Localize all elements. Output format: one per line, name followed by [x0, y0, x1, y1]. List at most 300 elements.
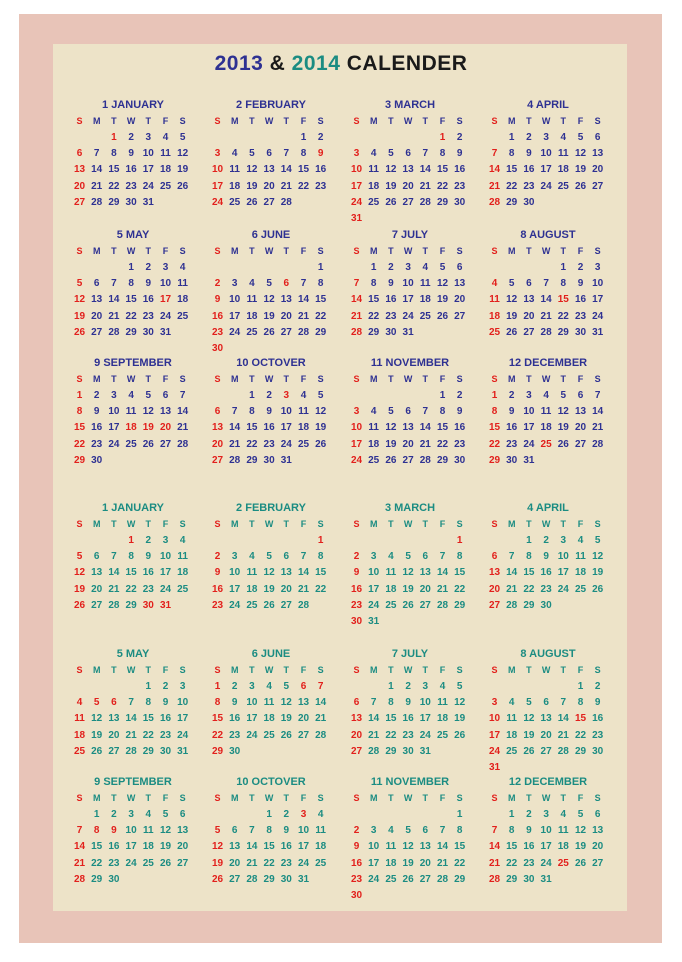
- day-cell: 31: [297, 873, 310, 885]
- day-cell: 3: [543, 132, 549, 143]
- weekday-header: T: [111, 793, 117, 803]
- day-cell: 2: [162, 681, 169, 692]
- day-cell: 23: [385, 310, 397, 322]
- day-cell: 19: [73, 310, 86, 322]
- day-cell: 28: [297, 326, 310, 338]
- day-cell: 15: [125, 294, 137, 306]
- day-cell: 23: [523, 857, 535, 869]
- day-cell: 27: [402, 196, 414, 208]
- day-cell: 16: [523, 841, 535, 853]
- day-cell: 12: [142, 406, 154, 418]
- day-cell: 10: [108, 406, 120, 418]
- weekday-header: F: [162, 374, 169, 384]
- day-cell: 28: [592, 438, 604, 450]
- day-cell: 3: [179, 681, 186, 692]
- day-cell: 4: [179, 535, 186, 546]
- day-cell: 19: [402, 857, 414, 869]
- day-cell: 10: [177, 697, 189, 709]
- day-cell: 2: [577, 262, 584, 273]
- weekday-header: F: [577, 246, 584, 256]
- day-cell: 30: [263, 454, 275, 466]
- day-cell: 9: [283, 825, 290, 837]
- day-cell: 7: [491, 148, 498, 160]
- day-cell: 25: [419, 310, 431, 322]
- day-cell: 10: [125, 825, 137, 837]
- day-cell: 7: [543, 278, 549, 290]
- day-cell: 14: [592, 406, 604, 418]
- day-cell: 4: [543, 390, 549, 401]
- day-cell: 27: [159, 438, 172, 450]
- day-cell: 26: [73, 326, 86, 338]
- weekday-header: T: [145, 793, 152, 803]
- day-cell: 4: [128, 390, 134, 401]
- weekday-header: M: [507, 793, 516, 803]
- day-cell: 29: [436, 454, 449, 466]
- day-cell: 16: [229, 713, 241, 725]
- day-cell: 18: [385, 583, 397, 595]
- day-cell: 26: [574, 857, 587, 869]
- day-cell: 13: [488, 567, 501, 579]
- day-cell: 31: [592, 326, 604, 338]
- day-cell: 31: [159, 599, 172, 611]
- weekday-header: W: [264, 374, 274, 384]
- day-cell: 1: [128, 262, 134, 273]
- day-cell: 12: [263, 567, 275, 579]
- day-cell: 28: [540, 326, 552, 338]
- day-cell: 23: [91, 438, 103, 450]
- day-cell: 1: [317, 262, 324, 273]
- day-cell: 19: [91, 729, 103, 741]
- day-cell: 1: [439, 132, 446, 143]
- day-cell: 27: [211, 454, 224, 466]
- day-cell: 17: [159, 294, 172, 306]
- weekday-header: S: [491, 793, 498, 803]
- weekday-header: M: [369, 246, 378, 256]
- day-cell: 12: [91, 713, 103, 725]
- day-cell: 21: [91, 180, 103, 192]
- day-cell: 31: [350, 213, 363, 224]
- day-cell: 2: [214, 551, 221, 563]
- day-cell: 12: [574, 148, 587, 160]
- month-name: 1 JANUARY: [102, 99, 164, 111]
- day-cell: 17: [229, 310, 241, 322]
- day-cell: 21: [592, 422, 604, 434]
- day-cell: 29: [488, 454, 501, 466]
- day-cell: 31: [419, 745, 431, 757]
- day-cell: 6: [422, 825, 429, 837]
- day-cell: 23: [315, 180, 327, 192]
- day-cell: 13: [91, 567, 103, 579]
- weekday-header: T: [526, 374, 532, 384]
- day-cell: 30: [108, 873, 120, 885]
- day-cell: 24: [368, 599, 380, 611]
- weekday-header: S: [76, 246, 83, 256]
- weekday-header: T: [388, 793, 394, 803]
- day-cell: 26: [211, 873, 224, 885]
- day-cell: 16: [574, 294, 587, 306]
- day-cell: 8: [214, 697, 221, 709]
- day-cell: 23: [574, 310, 587, 322]
- day-cell: 10: [229, 294, 241, 306]
- weekday-header: M: [507, 374, 516, 384]
- month-name: 12 DECEMBER: [508, 776, 588, 788]
- day-cell: 12: [454, 697, 466, 709]
- day-cell: 25: [125, 438, 137, 450]
- weekday-header: F: [300, 665, 307, 675]
- day-cell: 3: [249, 681, 255, 692]
- weekday-header: T: [249, 246, 255, 256]
- day-cell: 3: [162, 535, 169, 546]
- day-cell: 26: [177, 180, 189, 192]
- day-cell: 12: [506, 294, 518, 306]
- day-cell: 15: [436, 422, 449, 434]
- day-cell: 9: [508, 406, 515, 418]
- day-cell: 11: [315, 825, 326, 837]
- day-cell: 16: [142, 567, 154, 579]
- day-cell: 9: [353, 841, 360, 853]
- month-name: 10 OCTOVER: [236, 776, 306, 788]
- day-cell: 11: [143, 825, 154, 837]
- day-cell: 26: [315, 438, 327, 450]
- day-cell: 5: [93, 697, 100, 709]
- day-cell: 3: [111, 390, 117, 401]
- day-cell: 16: [540, 567, 552, 579]
- weekday-header: T: [560, 793, 567, 803]
- day-cell: 6: [111, 697, 117, 709]
- day-cell: 22: [142, 729, 154, 741]
- day-cell: 12: [436, 278, 449, 290]
- day-cell: 20: [419, 583, 431, 595]
- day-cell: 31: [280, 454, 292, 466]
- day-cell: 5: [162, 809, 169, 820]
- day-cell: 22: [315, 583, 327, 595]
- weekday-header: S: [214, 519, 221, 529]
- day-cell: 11: [558, 148, 569, 160]
- day-cell: 13: [263, 164, 275, 176]
- day-cell: 26: [73, 599, 86, 611]
- day-cell: 3: [231, 551, 238, 563]
- day-cell: 15: [557, 294, 569, 306]
- day-cell: 25: [488, 326, 501, 338]
- day-cell: 29: [315, 326, 327, 338]
- day-cell: 14: [350, 294, 363, 306]
- day-cell: 27: [419, 873, 431, 885]
- day-cell: 13: [540, 713, 552, 725]
- month-name: 5 MAY: [116, 648, 150, 660]
- day-cell: 19: [142, 422, 154, 434]
- weekday-header: M: [230, 793, 239, 803]
- day-cell: 24: [297, 857, 310, 869]
- day-cell: 23: [263, 438, 275, 450]
- day-cell: 13: [402, 422, 414, 434]
- day-cell: 21: [557, 729, 569, 741]
- day-cell: 7: [300, 278, 307, 290]
- day-cell: 27: [402, 454, 414, 466]
- day-cell: 9: [266, 406, 272, 418]
- weekday-header: F: [577, 116, 584, 126]
- weekday-header: S: [491, 519, 498, 529]
- day-cell: 3: [526, 390, 532, 401]
- weekday-header: W: [403, 116, 413, 126]
- day-cell: 9: [577, 278, 584, 290]
- weekday-header: F: [439, 519, 446, 529]
- day-cell: 22: [297, 180, 310, 192]
- day-cell: 2: [214, 278, 221, 290]
- day-cell: 6: [456, 262, 463, 273]
- day-cell: 13: [91, 294, 103, 306]
- day-cell: 14: [229, 422, 241, 434]
- day-cell: 24: [540, 857, 552, 869]
- month-name: 10 OCTOVER: [236, 357, 306, 369]
- day-cell: 24: [368, 873, 380, 885]
- day-cell: 10: [540, 148, 552, 160]
- day-cell: 28: [350, 326, 363, 338]
- day-cell: 7: [300, 551, 307, 563]
- day-cell: 6: [594, 809, 601, 820]
- day-cell: 16: [315, 164, 327, 176]
- day-cell: 9: [594, 697, 601, 709]
- day-cell: 12: [315, 406, 327, 418]
- day-cell: 11: [437, 697, 448, 709]
- day-cell: 23: [125, 180, 137, 192]
- weekday-header: S: [317, 246, 324, 256]
- day-cell: 21: [350, 310, 363, 322]
- day-cell: 30: [540, 599, 552, 611]
- day-cell: 21: [540, 310, 552, 322]
- weekday-header: T: [422, 116, 429, 126]
- day-cell: 5: [179, 132, 186, 143]
- day-cell: 28: [73, 873, 86, 885]
- day-cell: 14: [73, 841, 86, 853]
- weekday-header: T: [422, 665, 429, 675]
- day-cell: 30: [159, 745, 172, 757]
- day-cell: 30: [211, 343, 224, 354]
- day-cell: 16: [125, 164, 137, 176]
- day-cell: 15: [454, 567, 466, 579]
- month-name: 3 MARCH: [384, 99, 436, 111]
- day-cell: 26: [142, 438, 154, 450]
- day-cell: 22: [91, 857, 103, 869]
- day-cell: 29: [263, 873, 275, 885]
- day-cell: 20: [540, 729, 552, 741]
- day-cell: 28: [368, 745, 380, 757]
- day-cell: 28: [177, 438, 189, 450]
- day-cell: 1: [249, 390, 255, 401]
- day-cell: 5: [456, 681, 463, 692]
- day-cell: 2: [353, 551, 360, 563]
- day-cell: 22: [506, 180, 518, 192]
- day-cell: 4: [439, 681, 446, 692]
- weekday-header: S: [179, 116, 186, 126]
- day-cell: 4: [145, 809, 152, 820]
- weekday-header: F: [162, 116, 169, 126]
- weekday-header: T: [145, 665, 152, 675]
- weekday-header: S: [491, 116, 498, 126]
- day-cell: 26: [263, 326, 275, 338]
- day-cell: 27: [488, 599, 501, 611]
- day-cell: 11: [298, 406, 309, 418]
- day-cell: 15: [385, 713, 397, 725]
- day-cell: 15: [108, 164, 120, 176]
- weekday-header: F: [577, 665, 584, 675]
- day-cell: 15: [488, 422, 501, 434]
- day-cell: 12: [402, 567, 414, 579]
- weekday-header: W: [126, 519, 136, 529]
- day-cell: 4: [422, 262, 429, 273]
- day-cell: 19: [177, 164, 189, 176]
- day-cell: 2: [456, 132, 463, 143]
- day-cell: 10: [523, 406, 535, 418]
- day-cell: 9: [543, 551, 549, 563]
- day-cell: 16: [350, 583, 363, 595]
- day-cell: 16: [506, 422, 518, 434]
- day-cell: 22: [488, 438, 501, 450]
- weekday-header: S: [594, 793, 601, 803]
- day-cell: 2: [111, 809, 117, 820]
- day-cell: 13: [419, 841, 431, 853]
- day-cell: 28: [557, 745, 569, 757]
- weekday-header: W: [541, 665, 551, 675]
- weekday-header: F: [439, 116, 446, 126]
- weekday-header: M: [230, 374, 239, 384]
- day-cell: 17: [246, 713, 258, 725]
- day-cell: 21: [488, 857, 501, 869]
- day-cell: 22: [108, 180, 120, 192]
- day-cell: 8: [526, 551, 532, 563]
- day-cell: 20: [159, 422, 172, 434]
- day-cell: 15: [315, 294, 327, 306]
- day-cell: 7: [231, 406, 238, 418]
- day-cell: 12: [73, 294, 86, 306]
- day-cell: 19: [385, 180, 397, 192]
- day-cell: 21: [436, 857, 449, 869]
- day-cell: 19: [73, 583, 86, 595]
- day-cell: 13: [297, 697, 310, 709]
- day-cell: 6: [283, 551, 290, 563]
- day-cell: 16: [142, 294, 154, 306]
- day-cell: 7: [111, 551, 117, 563]
- day-cell: 12: [385, 422, 397, 434]
- day-cell: 13: [229, 841, 241, 853]
- day-cell: 15: [297, 164, 310, 176]
- day-cell: 17: [540, 164, 552, 176]
- weekday-header: S: [214, 116, 221, 126]
- day-cell: 3: [231, 278, 238, 290]
- weekday-header: T: [249, 665, 255, 675]
- day-cell: 2: [508, 390, 515, 401]
- day-cell: 17: [280, 422, 292, 434]
- day-cell: 29: [368, 326, 380, 338]
- day-cell: 21: [177, 422, 189, 434]
- weekday-header: T: [388, 116, 394, 126]
- day-cell: 29: [574, 745, 587, 757]
- day-cell: 14: [125, 713, 137, 725]
- weekday-header: S: [76, 116, 83, 126]
- day-cell: 22: [315, 310, 327, 322]
- day-cell: 13: [211, 422, 224, 434]
- day-cell: 4: [76, 697, 83, 709]
- day-cell: 4: [560, 809, 567, 820]
- day-cell: 30: [506, 454, 518, 466]
- day-cell: 4: [370, 406, 377, 418]
- day-cell: 23: [211, 599, 224, 611]
- day-cell: 5: [526, 697, 532, 709]
- day-cell: 18: [159, 164, 172, 176]
- day-cell: 25: [506, 745, 518, 757]
- day-cell: 30: [229, 745, 241, 757]
- day-cell: 12: [159, 825, 172, 837]
- day-cell: 9: [111, 825, 117, 837]
- day-cell: 27: [523, 326, 535, 338]
- title-word: CALENDER: [346, 52, 468, 75]
- day-cell: 6: [179, 809, 186, 820]
- day-cell: 12: [177, 148, 189, 160]
- weekday-header: T: [422, 519, 429, 529]
- day-cell: 17: [488, 729, 501, 741]
- day-cell: 3: [491, 697, 498, 709]
- weekday-header: T: [249, 374, 255, 384]
- day-cell: 28: [246, 873, 258, 885]
- day-cell: 25: [159, 180, 172, 192]
- day-cell: 9: [93, 406, 100, 418]
- day-cell: 23: [350, 873, 363, 885]
- day-cell: 18: [419, 294, 431, 306]
- weekday-header: S: [76, 665, 83, 675]
- day-cell: 13: [402, 164, 414, 176]
- day-cell: 22: [125, 310, 137, 322]
- day-cell: 19: [436, 294, 449, 306]
- day-cell: 24: [142, 180, 154, 192]
- day-cell: 11: [177, 278, 188, 290]
- day-cell: 3: [128, 809, 134, 820]
- day-cell: 20: [523, 310, 535, 322]
- day-cell: 4: [231, 148, 238, 160]
- weekday-header: M: [507, 246, 516, 256]
- day-cell: 22: [125, 583, 137, 595]
- weekday-header: S: [456, 665, 463, 675]
- day-cell: 24: [488, 745, 501, 757]
- day-cell: 2: [128, 132, 134, 143]
- weekday-header: T: [388, 665, 394, 675]
- day-cell: 25: [177, 583, 189, 595]
- day-cell: 28: [488, 873, 501, 885]
- day-cell: 26: [506, 326, 518, 338]
- day-cell: 9: [231, 697, 238, 709]
- day-cell: 18: [263, 713, 275, 725]
- day-cell: 18: [246, 310, 258, 322]
- day-cell: 7: [76, 825, 83, 837]
- day-cell: 25: [436, 729, 449, 741]
- day-cell: 21: [315, 713, 327, 725]
- day-cell: 8: [317, 278, 324, 290]
- day-cell: 16: [211, 310, 224, 322]
- day-cell: 17: [177, 713, 189, 725]
- weekday-header: S: [214, 665, 221, 675]
- weekday-header: S: [594, 116, 601, 126]
- day-cell: 24: [523, 438, 535, 450]
- day-cell: 21: [108, 583, 120, 595]
- weekday-header: T: [388, 519, 394, 529]
- day-cell: 29: [454, 873, 466, 885]
- day-cell: 23: [540, 583, 552, 595]
- day-cell: 10: [159, 278, 172, 290]
- weekday-header: S: [76, 374, 83, 384]
- day-cell: 22: [506, 857, 518, 869]
- weekday-header: W: [126, 246, 136, 256]
- day-cell: 15: [574, 713, 587, 725]
- day-cell: 19: [574, 841, 587, 853]
- day-cell: 14: [297, 294, 310, 306]
